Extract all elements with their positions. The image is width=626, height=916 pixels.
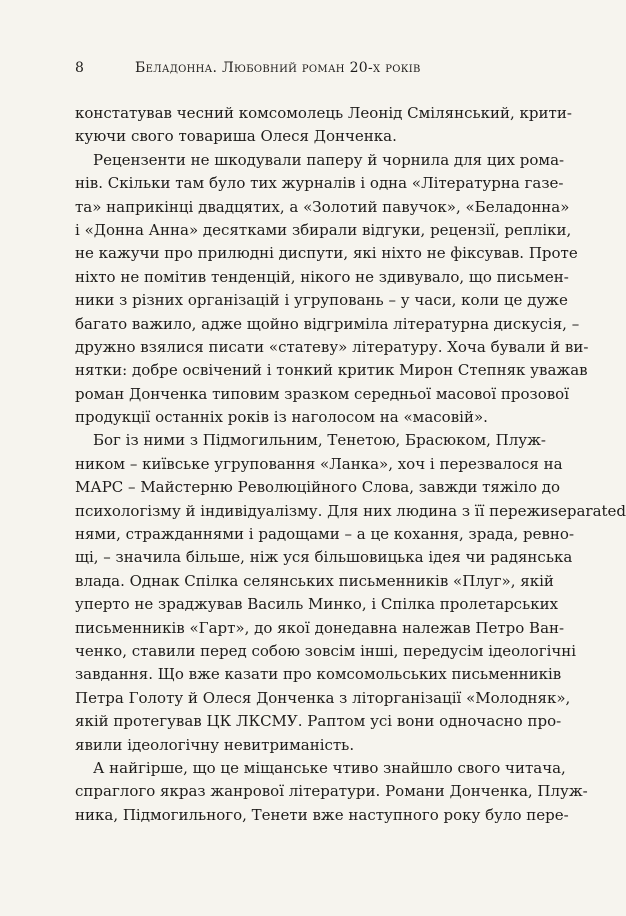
text-line: щі, – значила більше, ніж уся більшовицька ідея чи радянська bbox=[75, 548, 573, 567]
text-line: психологізму й індивідуалізму. Для них людина з її пережиseparated bbox=[75, 501, 626, 520]
text-line: МАРС – Майстерню Революційного Слова, завжди тяжіло до bbox=[75, 478, 561, 497]
text-line: явили ідеологічну невитриманість. bbox=[75, 735, 355, 754]
text-line: А найгірше, що це міщанське чтиво знайшло свого читача, bbox=[93, 758, 566, 777]
text-line: нями, стражданнями і радощами – а це кохання, зрада, ревно- bbox=[75, 525, 575, 544]
page-body-text bbox=[75, 102, 626, 827]
text-line: і «Донна Анна» десятками збирали відгуки, рецензії, репліки, bbox=[75, 220, 572, 239]
text-line: Рецензенти не шкодували паперу й чорнила для цих рома- bbox=[93, 150, 565, 169]
text-line: нятки: добре освічений і тонкий критик Мирон Степняк уважав bbox=[75, 361, 588, 380]
text-line: констатував чесний комсомолець Леонід Смілянський, крити- bbox=[75, 104, 572, 122]
text-line: уперто не зраджував Василь Минко, і Спілка пролетарських bbox=[75, 595, 559, 614]
text-line: завдання. Що вже казати про комсомольських письменників bbox=[75, 665, 562, 684]
text-line: Петра Голоту й Олеся Донченка з літорганізації «Молодняк», bbox=[75, 688, 571, 707]
text-line: продукції останніх років із наголосом на «масовій». bbox=[75, 408, 488, 427]
text-line: ніхто не помітив тенденцій, нікого не здивувало, що письмен- bbox=[75, 267, 569, 286]
text-line: ники з різних організацій і угруповань – у часи, коли це дуже bbox=[75, 291, 568, 310]
text-line: ченко, ставили перед собою зовсім інші, передусім ідеологічні bbox=[75, 641, 577, 660]
text-line: влада. Однак Спілка селянських письменників «Плуг», якій bbox=[75, 571, 554, 590]
text-line: якій протегував ЦК ЛКСМУ. Раптом усі вони одночасно про- bbox=[75, 712, 562, 731]
text-line: роман Донченка типовим зразком середньої масової прозової bbox=[75, 384, 570, 403]
text-line: ника, Підмогильного, Тенети вже наступного року було пере- bbox=[75, 805, 569, 824]
text-line: та» наприкінці двадцятих, а «Золотий павучок», «Беладонна» bbox=[75, 197, 570, 216]
text-line: багато важило, адже щойно відгриміла літературна дискусія, – bbox=[75, 314, 580, 333]
text-line: куючи свого товариша Олеся Донченка. bbox=[75, 127, 397, 146]
running-title: Беладонна. Любовний роман 20-х років bbox=[135, 60, 421, 76]
running-header bbox=[75, 60, 530, 82]
text-line: Бог із ними з Підмогильним, Тенетою, Брасюком, Плуж- bbox=[93, 431, 546, 450]
text-line: спраглого якраз жанрової літератури. Романи Донченка, Плуж- bbox=[75, 782, 588, 801]
text-line: ником – київське угруповання «Ланка», хоч і перезвалося на bbox=[75, 454, 563, 473]
text-line: нів. Скільки там було тих журналів і одна «Літературна газе- bbox=[75, 174, 564, 193]
text-line: не кажучи про прилюдні диспути, які ніхто не фіксував. Проте bbox=[75, 244, 578, 263]
page-number: 8 bbox=[75, 60, 84, 76]
text-line: письменників «Гарт», до якої донедавна належав Петро Ван- bbox=[75, 618, 565, 637]
text-line: дружно взялися писати «статеву» літературу. Хоча бували й ви- bbox=[75, 337, 589, 356]
